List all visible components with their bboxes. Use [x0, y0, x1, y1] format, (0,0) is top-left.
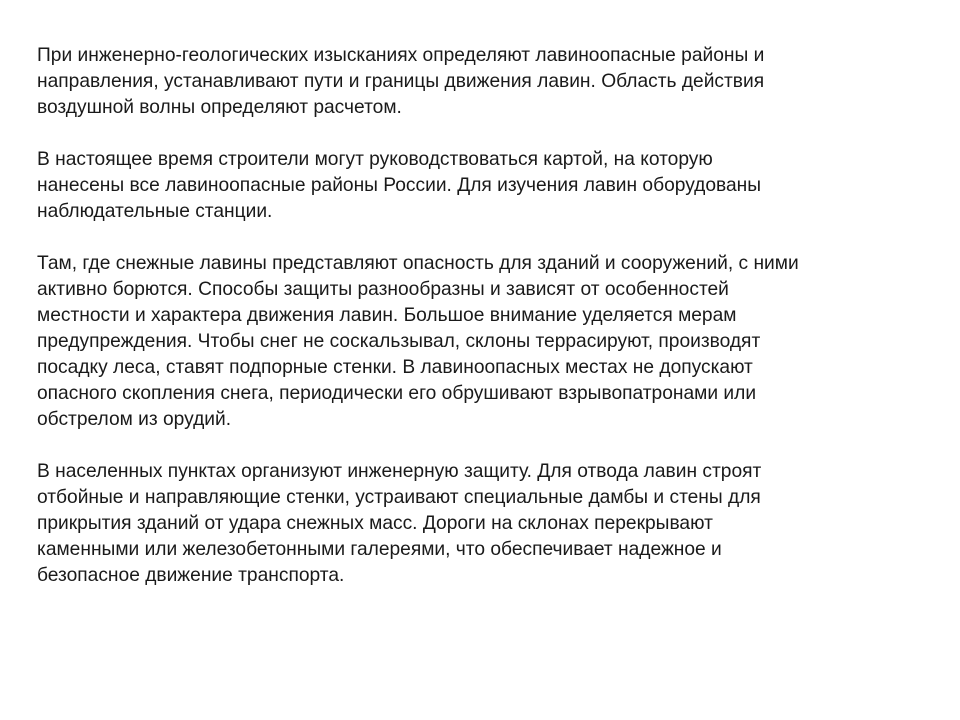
paragraph-protection: Там, где снежные лавины представляют опасность для зданий и сооружений, с ними активно борются. Способы защиты разнообразны и зависят от особенностей местности и характера движения лавин. Большое внимание уделяется мерам предупреждения. Чтобы снег не соскальзывал, склоны террасируют, производят посадку леса, ставят подпорные стенки. В лавиноопасных местах не допускают опасного скопления снега, периодически его обрушивают взрывопатронами или обстрелом из орудий.	[37, 253, 799, 430]
paragraph-engineering: В населенных пунктах организуют инженерную защиту. Для отвода лавин строят отбойные и направляющие стенки, устраивают специальные дамбы и стены для прикрытия зданий от удара снежных масс. Дороги на склонах перекрывают каменными или железобетонными галереями, что обеспечивает надежное и безопасное движение транспорта.	[37, 461, 762, 586]
paragraph-survey: При инженерно-геологических изысканиях определяют лавиноопасные районы и направления, устанавливают пути и границы движения лавин. Область действия воздушной волны определяют расчетом.	[37, 45, 765, 118]
paragraph-map: В настоящее время строители могут руководствоваться картой, на которую нанесены все лавиноопасные районы России. Для изучения лавин оборудованы наблюдательные станции.	[37, 149, 762, 222]
slide-text-body	[37, 43, 917, 589]
